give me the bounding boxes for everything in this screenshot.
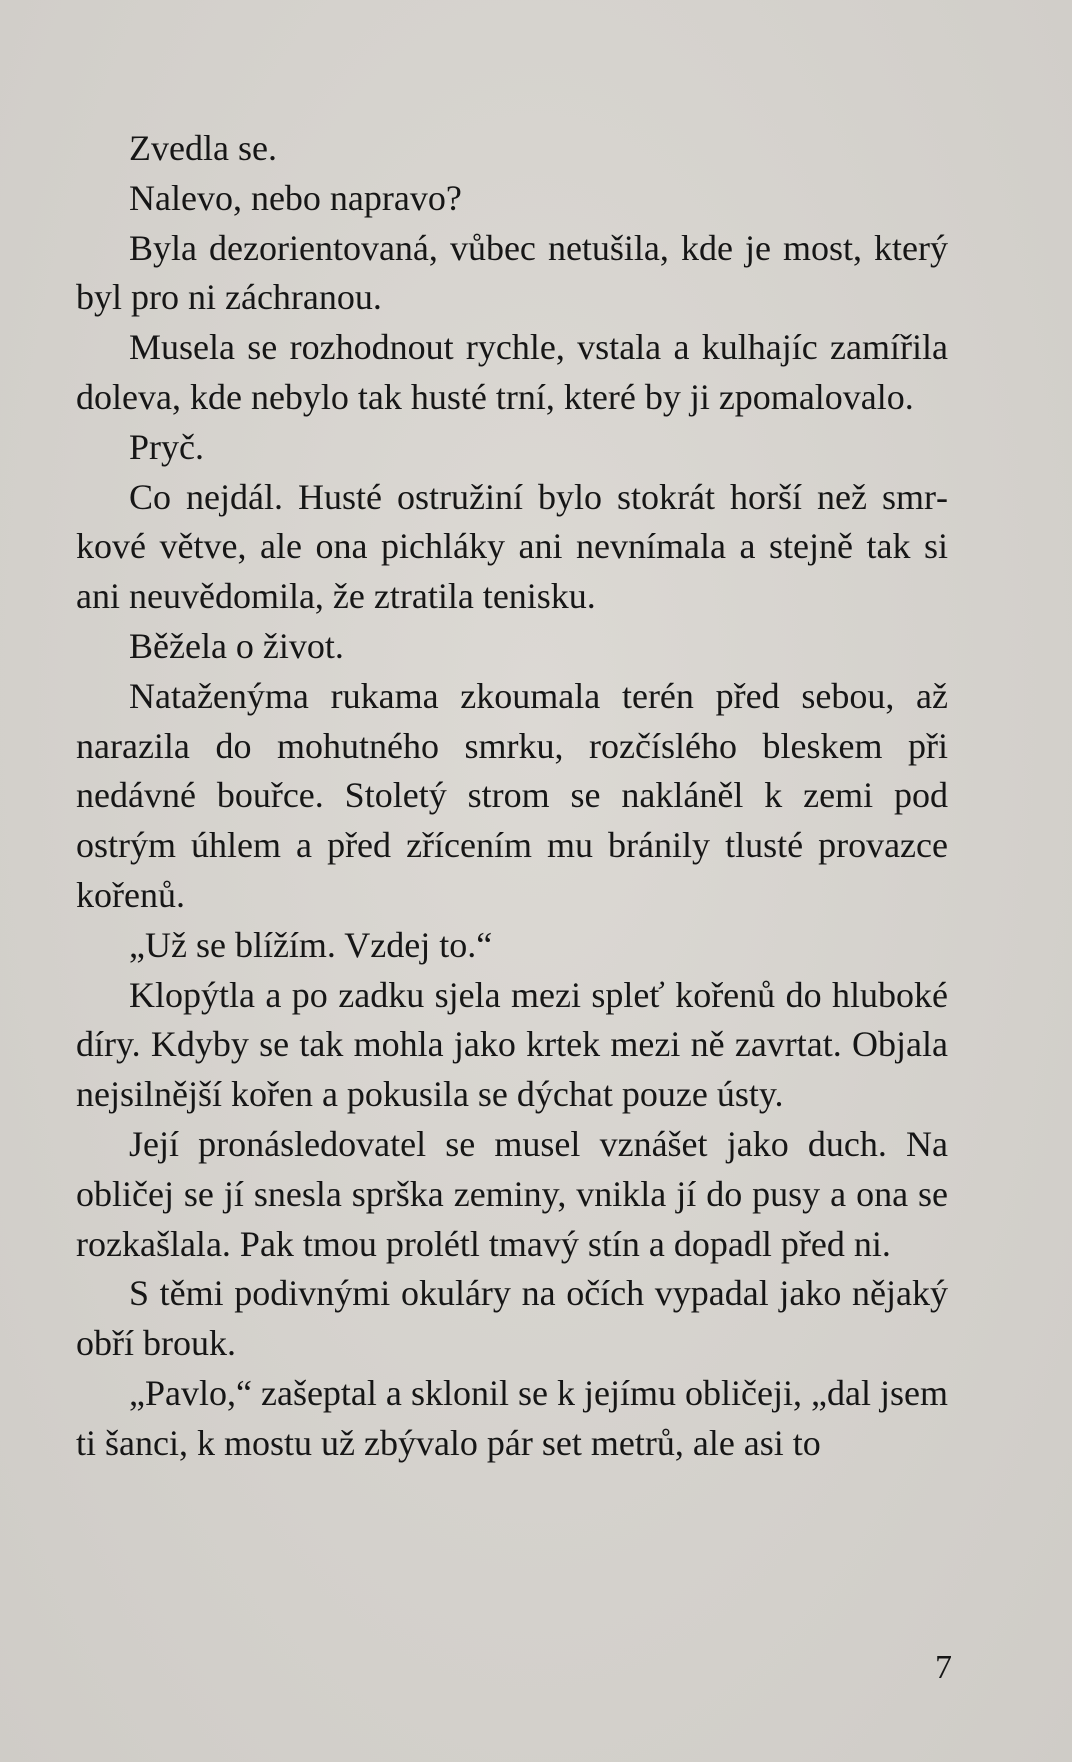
paragraph: „Už se blížím. Vzdej to.“: [129, 924, 493, 965]
paragraph: Její pronásledovatel se musel vznášet jako duch. Na obličej se jí snesla sprška zeminy, vnikla jí do pusy a ona se rozkašlala. Pak tmou prolétl tmavý stín a dopadl před ni.: [76, 1123, 948, 1264]
paragraph: Klopýtla a po zadku sjela mezi spleť kořenů do hluboké díry. Kdyby se tak mohla jako krtek mezi ně zavrtat. Objala nejsilnější kořen a pokusila se dýchat pouze ústy.: [76, 974, 948, 1115]
paragraph: „Pavlo,“ zašeptal a sklonil se k jejímu obličeji, „dal jsem ti šanci, k mostu už zbývalo pár set metrů, ale asi to: [76, 1372, 948, 1463]
paragraph: Zvedla se.: [129, 128, 277, 168]
paragraph: Byla dezorientovaná, vůbec netušila, kde je most, který byl pro ni záchranou.: [76, 227, 948, 318]
paragraph: S těmi podivnými okuláry na očích vypadal jako nějaký obří brouk.: [76, 1273, 948, 1364]
paragraph: Nalevo, nebo napravo?: [129, 177, 462, 218]
body-text: [76, 124, 948, 1469]
paragraph: Nataženýma rukama zkoumala terén před sebou, až narazila do mohutného smrku, rozčíslého bleskem při nedávné bouřce. Stoletý strom se nakláněl k zemi pod ostrým úhlem a před zřícením mu bránily tlusté provazce kořenů.: [76, 675, 948, 915]
paragraph: Pryč.: [129, 426, 204, 467]
paragraph: Co nejdál. Husté ostružiní bylo stokrát horší než smrkové větve, ale ona pichláky ani nevnímala a stejně tak si ani neuvědomila, že ztratila tenisku.: [76, 476, 948, 617]
paragraph: Běžela o život.: [129, 625, 344, 666]
paragraph: Musela se rozhodnout rychle, vstala a kulhajíc zamířila doleva, kde nebylo tak husté trní, které by ji zpomalovalo.: [76, 327, 948, 417]
page-number: 7: [935, 1649, 952, 1686]
